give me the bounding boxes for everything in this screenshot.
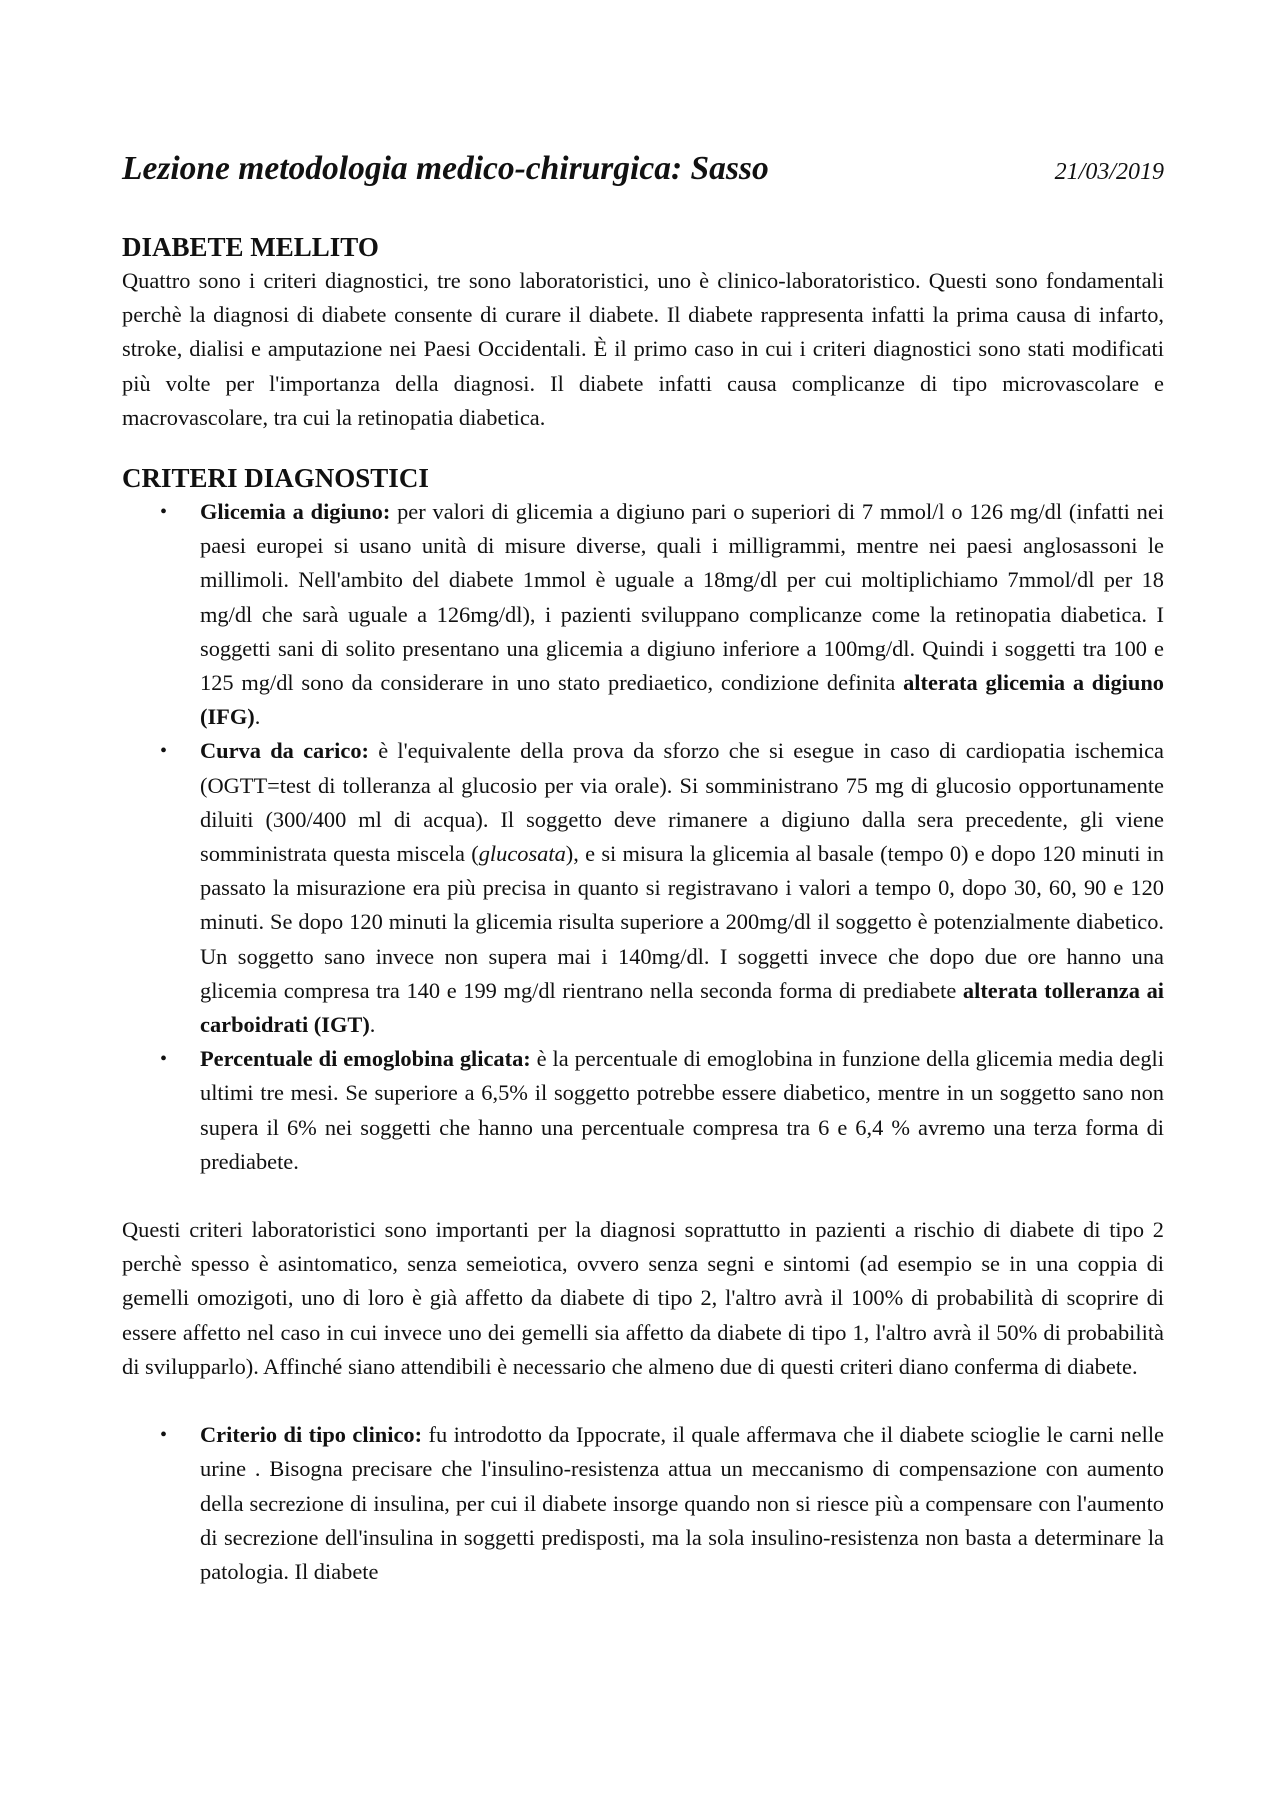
bullet-icon: •: [160, 1048, 168, 1071]
item-tail: .: [369, 1012, 376, 1038]
item-label: Curva da carico:: [200, 738, 369, 764]
item-emphasis: alterata glicemia a digiuno (IFG): [200, 670, 1164, 730]
laboratory-criteria-paragraph: Questi criteri laboratoristici sono importanti per la diagnosi soprattutto in pazienti a rischio di diabete di tipo 2 perchè spesso è asintomatico, senza semeiotica, ovvero senza segni e sintomi (ad esempio se in una coppia di gemelli omozigoti, uno di loro è già affetto da diabete di tipo 2, l'altro avrà il 100% di probabilità di scoprire di essere affetto nel caso in cui invece uno dei gemelli sia affetto da diabete di tipo 1, l'altro avrà il 50% di probabilità di svilupparlo). Affinché siano attendibili è necessario che almeno due di questi criteri diano conferma di diabete.: [122, 1217, 1164, 1379]
document-content: [122, 150, 1164, 1589]
item-tail: .: [254, 704, 261, 730]
item-text: fu introdotto da Ippocrate, il quale affermava che il diabete scioglie le carni nelle urine . Bisogna precisare che l'insulino-resistenza attua un meccanismo di compensazione con aumento della secrezione di insulina, per cui il diabete insorge quando non si riesce più a compensare con l'aumento di secrezione dell'insulina in soggetti predisposti, ma la sola insulino-resistenza non basta a determinare la patologia. Il diabete: [200, 1422, 1164, 1584]
criteria-list: [122, 495, 1164, 1179]
item-text: per valori di glicemia a digiuno pari o superiori di 7 mmol/l o 126 mg/dl (infatti nei paesi europei si usano unità di misure diverse, quali i milligrammi, mentre nei paesi anglosassoni le millimoli. Nell'ambito del diabete 1mmol è uguale a 18mg/dl per cui moltiplichiamo 7mmol/dl per 18 mg/dl che sarà uguale a 126mg/dl), i pazienti sviluppano complicanze come la retinopatia diabetica. I soggetti sani di solito presentano una glicemia a digiuno inferiore a 100mg/dl. Quindi i soggetti tra 100 e 125 mg/dl sono da considerare in uno stato prediaetico, condizione definita: [200, 499, 1164, 696]
lesson-date: 21/03/2019: [1054, 159, 1164, 185]
item-emphasis: alterata tolleranza ai carboidrati (IGT): [200, 977, 1164, 1038]
list-item-curva-da-carico: [122, 734, 1164, 1042]
item-label: Criterio di tipo clinico:: [200, 1422, 423, 1448]
intro-paragraph: Quattro sono i criteri diagnostici, tre sono laboratoristici, uno è clinico-laboratoristico. Questi sono fondamentali perchè la diagnosi di diabete consente di curare il diabete. Il diabete rappresenta infatti la prima causa di infarto, stroke, dialisi e amputazione nei Paesi Occidentali. È il primo caso in cui i criteri diagnostici sono stati modificati più volte per l'importanza della diagnosi. Il diabete infatti causa complicanze di tipo microvascolare e macrovascolare, tra cui la retinopatia diabetica.: [122, 268, 1164, 430]
lesson-title: Lezione metodologia medico-chirurgica: Sasso: [122, 150, 769, 187]
section-heading-diabete-mellito: DIABETE MELLITO: [122, 232, 379, 262]
item-text-continued: ), e si misura la glicemia al basale (tempo 0) e dopo 120 minuti in passato la misurazione era più precisa in quanto si registravano i valori a tempo 0, dopo 30, 60, 90 e 120 minuti. Se dopo 120 minuti la glicemia risulta superiore a 200mg/dl il soggetto è potenzialmente diabetico. Un soggetto sano invece non supera mai i 140mg/dl. I soggetti invece che dopo due ore hanno una glicemia compresa tra 140 e 199 mg/dl rientrano nella seconda forma di prediabete: [200, 841, 1164, 1003]
item-text: è l'equivalente della prova da sforzo che si esegue in caso di cardiopatia ischemica (OGTT=test di tolleranza al glucosio per via orale). Si somministrano 75 mg di glucosio opportunamente diluiti (300/400 ml di acqua). Il soggetto deve rimanere a digiuno dalla sera precedente, gli viene somministrata questa miscela (: [200, 738, 1164, 867]
item-italic: glucosata: [478, 841, 566, 867]
section-heading-criteri-diagnostici: CRITERI DIAGNOSTICI: [122, 463, 429, 494]
item-label: Percentuale di emoglobina glicata:: [200, 1046, 531, 1072]
list-item-glicemia-a-digiuno: [122, 495, 1164, 734]
bullet-icon: •: [160, 501, 168, 524]
bullet-icon: •: [160, 1424, 168, 1447]
item-label: Glicemia a digiuno:: [200, 499, 391, 525]
clinical-criteria-list: [122, 1418, 1164, 1589]
list-item-emoglobina-glicata: [122, 1042, 1164, 1179]
list-item-criterio-clinico: [122, 1418, 1164, 1589]
header-line: [122, 150, 1164, 200]
item-text: è la percentuale di emoglobina in funzione della glicemia media degli ultimi tre mesi. Se superiore a 6,5% il soggetto potrebbe essere diabetico, mentre in un soggetto sano non supera il 6% nei soggetti che hanno una percentuale compresa tra 6 e 6,4 % avremo una terza forma di prediabete.: [200, 1046, 1164, 1174]
bullet-icon: •: [160, 740, 168, 763]
